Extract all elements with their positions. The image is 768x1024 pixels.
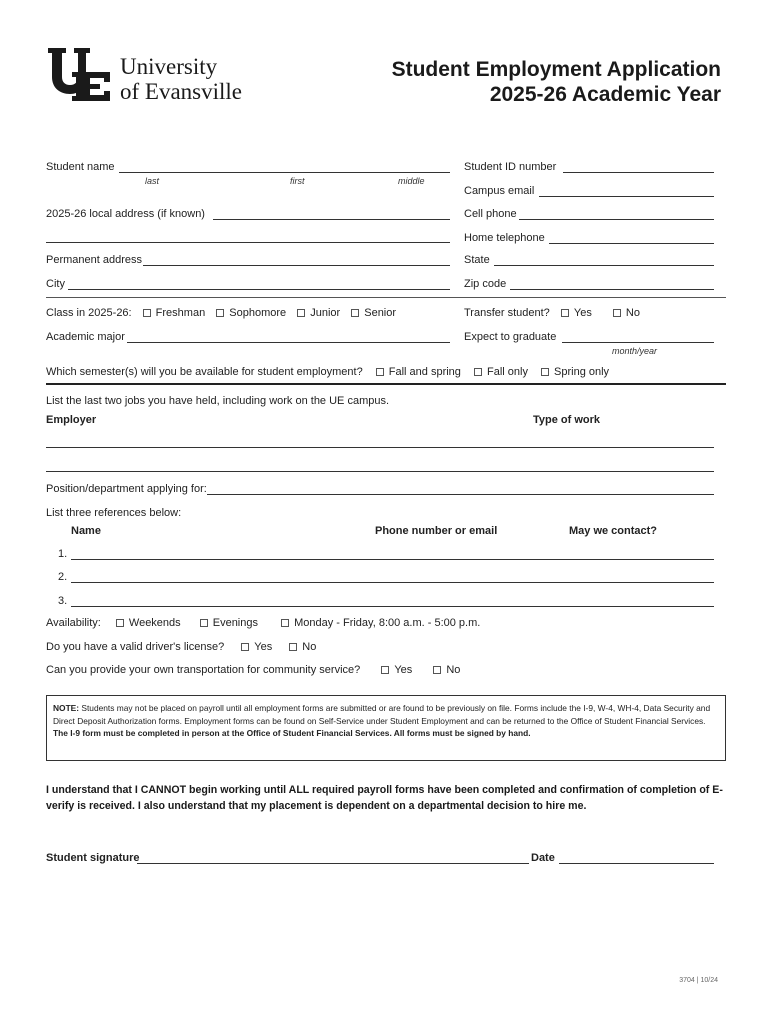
student-name-label: Student name <box>46 161 115 173</box>
acknowledgement-statement: I understand that I CANNOT begin working until ALL required payroll forms have been completed and confirmation of completion of E-verify is received. I also understand that my placement is dependent on a departmental decision to hire me. <box>46 784 723 812</box>
availability-weekdays-option[interactable]: Monday - Friday, 8:00 a.m. - 5:00 p.m. <box>281 617 480 629</box>
semester-fall-spring-option[interactable]: Fall and spring <box>376 366 461 378</box>
availability-evenings-option[interactable]: Evenings <box>200 617 258 629</box>
city-label: City <box>46 278 65 290</box>
checkbox-icon[interactable] <box>241 643 249 651</box>
reference-number-3: 3. <box>58 595 68 607</box>
expect-graduate-label: Expect to graduate <box>464 331 557 343</box>
job-line-1[interactable] <box>46 447 714 448</box>
checkbox-icon[interactable] <box>561 309 569 317</box>
semester-row <box>46 366 609 379</box>
note-bold-text: The I-9 form must be completed in person at the Office of Student Financial Services. All forms must be signed by hand. <box>53 728 531 738</box>
checkbox-icon[interactable] <box>376 368 384 376</box>
campus-email-field[interactable] <box>539 196 714 197</box>
date-field[interactable] <box>559 863 714 864</box>
semester-spring-only-option[interactable]: Spring only <box>541 366 609 378</box>
zip-code-label: Zip code <box>464 278 507 290</box>
availability-row <box>46 617 480 630</box>
reference-number-1: 1. <box>58 548 68 560</box>
references-instruction: List three references below: <box>46 507 182 519</box>
section-divider <box>46 297 726 298</box>
transport-question: Can you provide your own transportation for community service? <box>46 664 361 676</box>
employer-header: Employer <box>46 414 97 426</box>
form-title-line2: 2025-26 Academic Year <box>489 83 721 106</box>
name-middle-hint: middle <box>398 176 425 186</box>
class-senior-option[interactable]: Senior <box>351 307 396 319</box>
academic-major-field[interactable] <box>127 342 450 343</box>
license-question: Do you have a valid driver's license? <box>46 641 225 653</box>
local-address-field[interactable] <box>213 219 450 220</box>
local-address-label: 2025-26 local address (if known) <box>46 208 205 220</box>
license-yes-option[interactable]: Yes <box>241 641 272 653</box>
class-row <box>46 307 396 320</box>
university-line2: of Evansville <box>120 79 242 104</box>
checkbox-icon[interactable] <box>351 309 359 317</box>
signature-field[interactable] <box>137 863 529 864</box>
note-text: Students may not be placed on payroll until all employment forms are submitted or are found to be previously on file. Forms include the I-9, W-4, WH-4, Data Security and Direct Deposit Authorization forms. Employment forms can be found on Self-Service under Student Employment and can be returned to the Office of Student Financial Services. <box>53 703 711 726</box>
checkbox-icon[interactable] <box>541 368 549 376</box>
expect-graduate-field[interactable] <box>562 342 714 343</box>
reference-name-header: Name <box>71 525 101 537</box>
job-line-2[interactable] <box>46 471 714 472</box>
transport-row <box>46 664 460 677</box>
form-code: 3704 | 10/24 <box>679 977 718 984</box>
student-name-field[interactable] <box>119 172 450 173</box>
class-sophomore-option[interactable]: Sophomore <box>216 307 286 319</box>
permanent-address-field[interactable] <box>143 265 450 266</box>
academic-major-label: Academic major <box>46 331 125 343</box>
checkbox-icon[interactable] <box>381 666 389 674</box>
reference-line-1[interactable] <box>71 559 714 560</box>
transfer-no-option[interactable]: No <box>613 307 640 319</box>
reference-phone-header: Phone number or email <box>375 525 498 537</box>
state-label: State <box>464 254 490 266</box>
class-label: Class in 2025-26: <box>46 307 132 319</box>
date-label: Date <box>531 852 555 864</box>
class-freshman-option[interactable]: Freshman <box>143 307 206 319</box>
position-label: Position/department applying for: <box>46 483 207 495</box>
note-label: NOTE: <box>53 703 80 713</box>
reference-contact-header: May we contact? <box>569 525 658 537</box>
reference-number-2: 2. <box>58 571 68 583</box>
state-field[interactable] <box>494 265 714 266</box>
student-id-field[interactable] <box>563 172 714 173</box>
form-title-line1: Student Employment Application <box>391 58 721 81</box>
checkbox-icon[interactable] <box>216 309 224 317</box>
city-field[interactable] <box>68 289 450 290</box>
note-box <box>46 695 726 761</box>
permanent-address-label: Permanent address <box>46 254 142 266</box>
signature-label: Student signature <box>46 852 140 864</box>
position-field[interactable] <box>207 494 714 495</box>
student-id-label: Student ID number <box>464 161 557 173</box>
cell-phone-field[interactable] <box>519 219 714 220</box>
transfer-row <box>464 307 640 320</box>
reference-line-2[interactable] <box>71 582 714 583</box>
cell-phone-label: Cell phone <box>464 208 517 220</box>
reference-line-3[interactable] <box>71 606 714 607</box>
transport-no-option[interactable]: No <box>433 664 460 676</box>
university-line1: University <box>120 54 218 79</box>
checkbox-icon[interactable] <box>297 309 305 317</box>
zip-code-field[interactable] <box>510 289 714 290</box>
form-title <box>392 57 721 107</box>
checkbox-icon[interactable] <box>200 619 208 627</box>
local-address-field-line2[interactable] <box>46 242 450 243</box>
checkbox-icon[interactable] <box>433 666 441 674</box>
name-first-hint: first <box>290 176 305 186</box>
semester-question: Which semester(s) will you be available for student employment? <box>46 366 363 378</box>
home-telephone-label: Home telephone <box>464 232 545 244</box>
section-divider-thick <box>46 383 726 385</box>
checkbox-icon[interactable] <box>613 309 621 317</box>
transfer-yes-option[interactable]: Yes <box>561 307 592 319</box>
checkbox-icon[interactable] <box>474 368 482 376</box>
ue-logo-mark <box>46 46 112 102</box>
campus-email-label: Campus email <box>464 185 535 197</box>
license-no-option[interactable]: No <box>289 641 316 653</box>
home-telephone-field[interactable] <box>549 243 714 244</box>
name-last-hint: last <box>145 176 160 186</box>
semester-fall-only-option[interactable]: Fall only <box>474 366 528 378</box>
class-junior-option[interactable]: Junior <box>297 307 340 319</box>
transport-yes-option[interactable]: Yes <box>381 664 412 676</box>
checkbox-icon[interactable] <box>116 619 124 627</box>
month-year-hint: month/year <box>612 346 658 356</box>
checkbox-icon[interactable] <box>143 309 151 317</box>
transfer-label: Transfer student? <box>464 307 550 319</box>
jobs-instruction: List the last two jobs you have held, including work on the UE campus. <box>46 395 390 407</box>
type-of-work-header: Type of work <box>533 414 601 426</box>
availability-label: Availability: <box>46 617 101 629</box>
license-row <box>46 641 316 654</box>
university-name <box>120 54 242 104</box>
checkbox-icon[interactable] <box>289 643 297 651</box>
availability-weekends-option[interactable]: Weekends <box>116 617 181 629</box>
checkbox-icon[interactable] <box>281 619 289 627</box>
